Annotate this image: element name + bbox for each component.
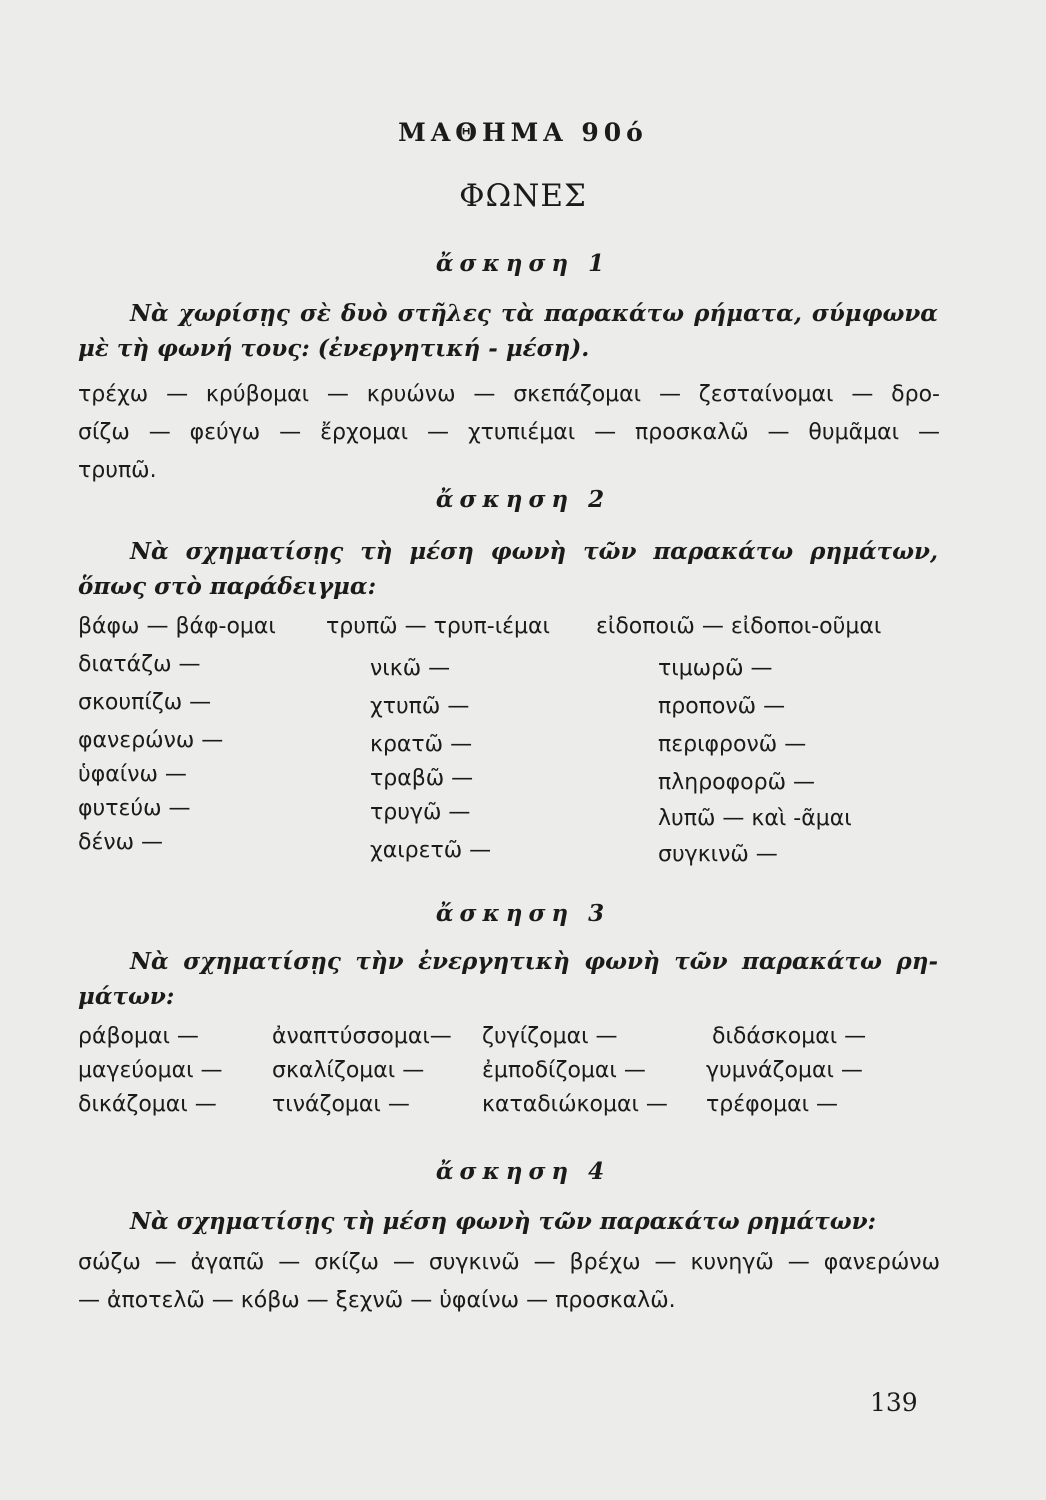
exercise-3-instruction (78, 944, 938, 1014)
verb-line: — ἀποτελῶ — κόβω — ξεχνῶ — ὑφαίνω — προσκαλῶ. (78, 1288, 676, 1313)
verb-cell: τρυπῶ — τρυπ-ιέμαι (326, 614, 550, 639)
verb-cell: νικῶ — (370, 656, 451, 681)
verb-cell: γυμνάζομαι — (706, 1058, 863, 1083)
verb-cell: τινάζομαι — (272, 1092, 410, 1117)
verb-cell: δικάζομαι — (78, 1092, 217, 1117)
verb-cell: διδάσκομαι — (712, 1024, 867, 1049)
verb-cell: ζυγίζομαι — (482, 1024, 618, 1049)
verb-cell: σκουπίζω — (78, 690, 212, 715)
exercise-1-verbs (78, 376, 940, 490)
verb-line: τρυπῶ. (78, 458, 157, 483)
verb-cell: σκαλίζομαι — (272, 1058, 425, 1083)
page-number: 139 (870, 1388, 918, 1417)
exercise-1-heading: ἄσκηση 1 (435, 250, 611, 277)
exercise-1-instruction (78, 296, 938, 366)
verb-cell: ἀναπτύσσομαι— (272, 1024, 452, 1049)
verb-cell: προπονῶ — (658, 694, 786, 719)
verb-cell: δένω — (78, 830, 164, 855)
lesson-subtitle: ΦΩΝΕΣ (459, 178, 587, 214)
instruction-line: Νὰ σχηματίσῃς τὴ μέση φωνὴ τῶν παρακάτω ρημάτων: (130, 1208, 877, 1235)
verb-cell: χαιρετῶ — (370, 838, 492, 863)
instruction-line: Νὰ σχηματίσῃς τὴν ἐνεργητικὴ φωνὴ τῶν παρακάτω ρη- (130, 948, 938, 975)
exercise-3-heading: ἄσκηση 3 (435, 900, 611, 927)
verb-cell: τιμωρῶ — (658, 656, 773, 681)
verb-line: τρέχω — κρύβομαι — κρυώνω — σκεπάζομαι — ζεσταίνομαι — δρο- (78, 382, 940, 407)
verb-line: σώζω — ἀγαπῶ — σκίζω — συγκινῶ — βρέχω — κυνηγῶ — φανερώνω (78, 1250, 940, 1275)
instruction-line: ὅπως στὸ παράδειγμα: (78, 573, 377, 600)
exercise-4-instruction (78, 1204, 938, 1239)
verb-cell: μαγεύομαι — (78, 1058, 223, 1083)
verb-cell: διατάζω — (78, 652, 201, 677)
verb-cell: βάφω — βάφ-ομαι (78, 614, 276, 639)
verb-cell: κρατῶ — (370, 732, 473, 757)
verb-cell: ὑφαίνω — (78, 762, 187, 787)
verb-cell: τραβῶ — (370, 766, 474, 791)
exercise-4-heading: ἄσκηση 4 (435, 1158, 611, 1185)
verb-cell: πληροφορῶ — (658, 770, 815, 795)
verb-cell: συγκινῶ — (658, 842, 778, 867)
verb-cell: φυτεύω — (78, 796, 191, 821)
verb-cell: τρέφομαι — (706, 1092, 839, 1117)
verb-cell: εἰδοποιῶ — εἰδοποι-οῦμαι (596, 614, 882, 639)
lesson-title: ΜΑΘΗΜΑ 90ό (398, 118, 648, 147)
verb-cell: τρυγῶ — (370, 800, 471, 825)
instruction-line: Νὰ σχηματίσῃς τὴ μέση φωνὴ τῶν παρακάτω ρημάτων, (130, 538, 938, 565)
verb-cell: ἐμποδίζομαι — (482, 1058, 646, 1083)
instruction-line: Νὰ χωρίσῃς σὲ δυὸ στῆλες τὰ παρακάτω ρήματα, σύμφωνα (130, 300, 938, 327)
verb-cell: καταδιώκομαι — (482, 1092, 668, 1117)
exercise-2-heading: ἄσκηση 2 (435, 486, 611, 513)
verb-line: σίζω — φεύγω — ἔρχομαι — χτυπιέμαι — προσκαλῶ — θυμᾶμαι — (78, 420, 940, 445)
verb-cell: ράβομαι — (78, 1024, 199, 1049)
verb-cell: περιφρονῶ — (658, 732, 807, 757)
verb-cell: φανερώνω — (78, 728, 224, 753)
instruction-line: μὲ τὴ φωνή τους: (ἐνεργητική - μέση). (78, 335, 590, 362)
exercise-4-verbs (78, 1244, 940, 1320)
exercise-2-instruction (78, 534, 938, 604)
instruction-line: μάτων: (78, 983, 175, 1010)
verb-cell: λυπῶ — καὶ -ᾶμαι (658, 806, 852, 831)
verb-cell: χτυπῶ — (370, 694, 470, 719)
